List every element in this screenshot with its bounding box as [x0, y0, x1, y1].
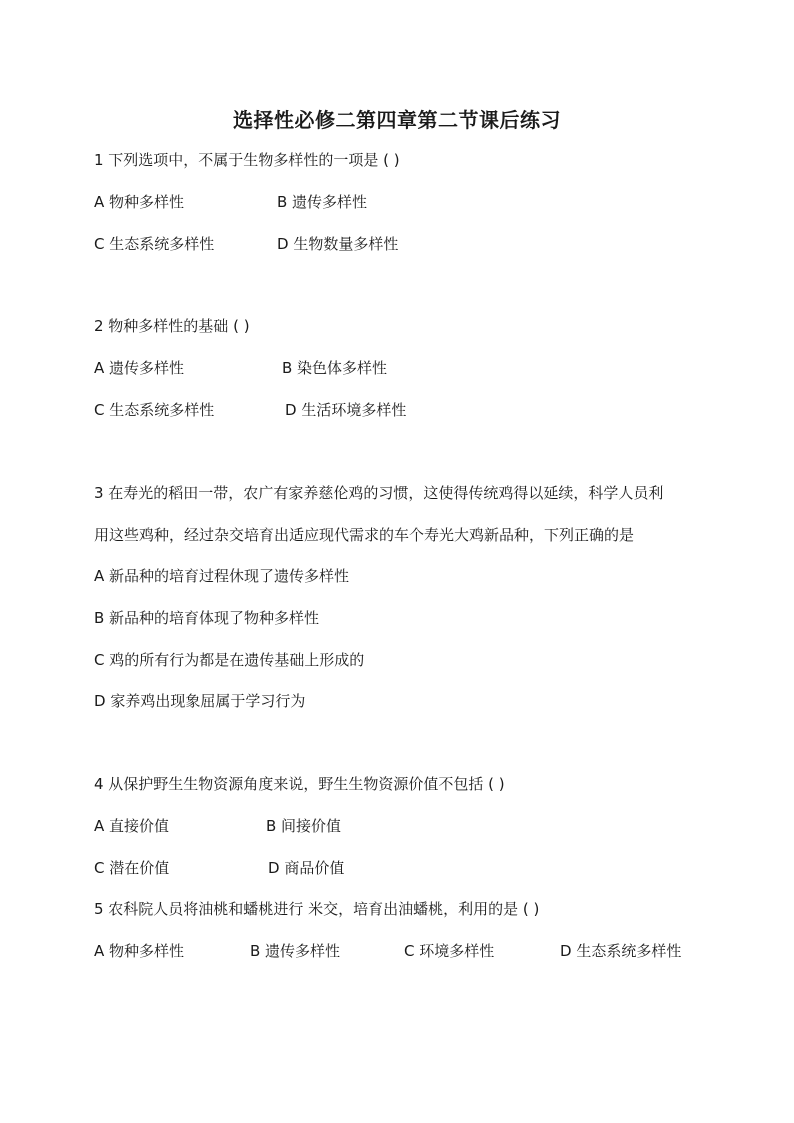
question-4-option-d: D 商品价值	[268, 859, 345, 877]
question-2-option-d: D 生活环境多样性	[285, 401, 407, 419]
question-4-option-a: A 直接价值	[94, 817, 170, 835]
question-1-option-a: A 物种多样性	[94, 193, 185, 211]
question-1-stem: 1 下列选项中，不属于生物多样性的一项是 ( )	[94, 151, 400, 169]
question-5-option-c: C 环境多样性	[404, 942, 495, 960]
question-4-stem: 4 从保护野生生物资源角度来说，野生生物资源价值不包括 ( )	[94, 775, 505, 793]
question-3-option-d: D 家养鸡出现象屈属于学习行为	[94, 692, 306, 710]
question-3-stem-line-2: 用这些鸡种，经过杂交培育出适应现代需求的车个寿光大鸡新品种，下列正确的是	[94, 526, 635, 544]
page-title: 选择性必修二第四章第二节课后练习	[233, 108, 561, 132]
question-1-option-d: D 生物数量多样性	[277, 235, 399, 253]
question-5-option-b: B 遗传多样性	[250, 942, 341, 960]
question-1-option-b: B 遗传多样性	[277, 193, 368, 211]
question-3-option-b: B 新品种的培育体现了物种多样性	[94, 609, 320, 627]
question-3-stem-line-1: 3 在寿光的稻田一带，农广有家养慈伦鸡的习惯，这使得传统鸡得以延续，科学人员利	[94, 484, 664, 502]
question-2-option-a: A 遗传多样性	[94, 359, 185, 377]
question-4-option-c: C 潜在价值	[94, 859, 170, 877]
question-2-option-c: C 生态系统多样性	[94, 401, 215, 419]
question-5-option-d: D 生态系统多样性	[560, 942, 682, 960]
question-4-option-b: B 间接价值	[266, 817, 342, 835]
question-5-stem: 5 农科院人员将油桃和蟠桃进行 米交，培育出油蟠桃，利用的是 ( )	[94, 900, 540, 918]
question-3-option-a: A 新品种的培育过程休现了遗传多样性	[94, 567, 350, 585]
question-2-option-b: B 染色体多样性	[282, 359, 388, 377]
question-3-option-c: C 鸡的所有行为都是在遗传基础上形成的	[94, 651, 365, 669]
question-2-stem: 2 物种多样性的基础 ( )	[94, 317, 250, 335]
question-1-option-c: C 生态系统多样性	[94, 235, 215, 253]
question-5-option-a: A 物种多样性	[94, 942, 185, 960]
